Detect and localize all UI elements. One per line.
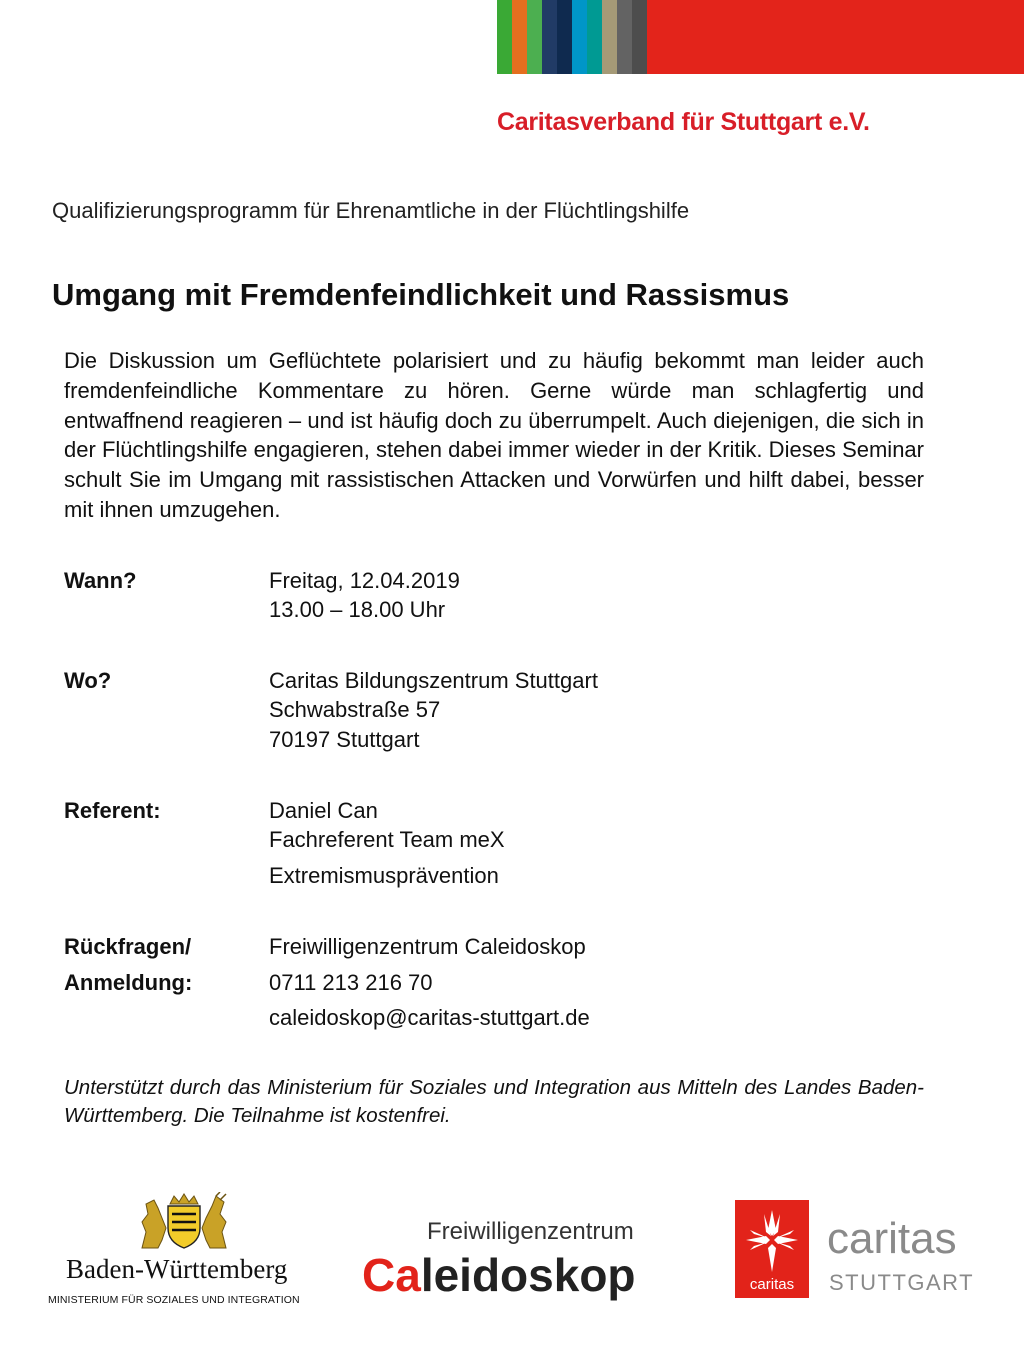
caritas-stuttgart-logo xyxy=(735,1200,995,1304)
caritas-wordmark: caritas xyxy=(827,1214,957,1263)
caritas-box xyxy=(735,1200,809,1298)
color-stripe xyxy=(512,0,527,74)
where-venue: Caritas Bildungszentrum Stuttgart xyxy=(269,668,598,693)
when-date: Freitag, 12.04.2019 xyxy=(269,568,460,593)
color-stripe xyxy=(557,0,572,74)
page-subtitle: Qualifizierungsprogramm für Ehrenamtliche in der Flüchtlingshilfe xyxy=(52,198,690,223)
color-stripe xyxy=(632,0,647,74)
bw-ministry-logo xyxy=(48,1188,323,1308)
caleidoskop-ca: Ca xyxy=(362,1249,421,1301)
where-city: 70197 Stuttgart xyxy=(269,727,420,752)
caritas-box-label: caritas xyxy=(749,1276,795,1293)
contact-email: caleidoskop@caritas-stuttgart.de xyxy=(269,1005,590,1030)
contact-phone: 0711 213 216 70 xyxy=(269,970,433,995)
intro-paragraph: Die Diskussion um Geflüchtete polarisiert und zu häufig bekommt man leider auch fremdenfeindliche Kommentare zu hören. Gerne würde man schlagfertig und entwaffnend reagieren – und ist häufig doch zu überrumpelt. Auch diejenigen, die sich in der Flüchtlingshilfe engagieren, stehen dabei immer wieder in der Kritik. Dieses Seminar schult Sie im Umgang mit rassistischen Attacken und Vorwürfen und hilft dabei, besser mit ihnen umzugehen. xyxy=(64,348,924,522)
where-label: Wo? xyxy=(64,668,112,693)
caleidoskop-wordmark xyxy=(362,1248,636,1302)
contact-org: Freiwilligenzentrum Caleidoskop xyxy=(269,934,586,959)
color-stripe xyxy=(617,0,632,74)
color-stripe xyxy=(647,0,1024,74)
color-stripe xyxy=(572,0,587,74)
color-stripe xyxy=(587,0,602,74)
caritas-city: STUTTGART xyxy=(829,1270,975,1295)
speaker-role: Fachreferent Team meX xyxy=(269,827,505,852)
when-label: Wann? xyxy=(64,568,137,593)
where-street: Schwabstraße 57 xyxy=(269,697,441,722)
page-title: Umgang mit Fremdenfeindlichkeit und Rassismus xyxy=(52,277,790,312)
funding-note: Unterstützt durch das Ministerium für Soziales und Integration aus Mitteln des Landes Baden-Württemberg. Die Teilnahme ist kostenfrei. xyxy=(64,1076,924,1127)
contact-label: Rückfragen/ xyxy=(64,934,192,959)
when-time: 13.00 – 18.00 Uhr xyxy=(269,597,446,622)
color-stripe xyxy=(497,0,512,74)
coat-of-arms-icon xyxy=(136,1192,232,1252)
registration-label: Anmeldung: xyxy=(64,970,193,995)
caleidoskop-top-text: Freiwilligenzentrum xyxy=(427,1218,634,1245)
speaker-field: Extremismusprävention xyxy=(269,863,499,888)
color-stripe xyxy=(602,0,617,74)
color-stripe xyxy=(527,0,542,74)
org-name: Caritasverband für Stuttgart e.V. xyxy=(497,108,870,136)
speaker-name: Daniel Can xyxy=(269,798,378,823)
speaker-label: Referent: xyxy=(64,798,161,823)
color-stripe xyxy=(542,0,557,74)
caleidoskop-rest: leidoskop xyxy=(420,1249,636,1301)
bw-ministry-name: MINISTERIUM FÜR SOZIALES UND INTEGRATION xyxy=(48,1294,300,1306)
caleidoskop-logo xyxy=(360,1218,660,1318)
bw-name: Baden-Württemberg xyxy=(66,1254,288,1284)
caritas-cross-icon xyxy=(744,1208,800,1274)
